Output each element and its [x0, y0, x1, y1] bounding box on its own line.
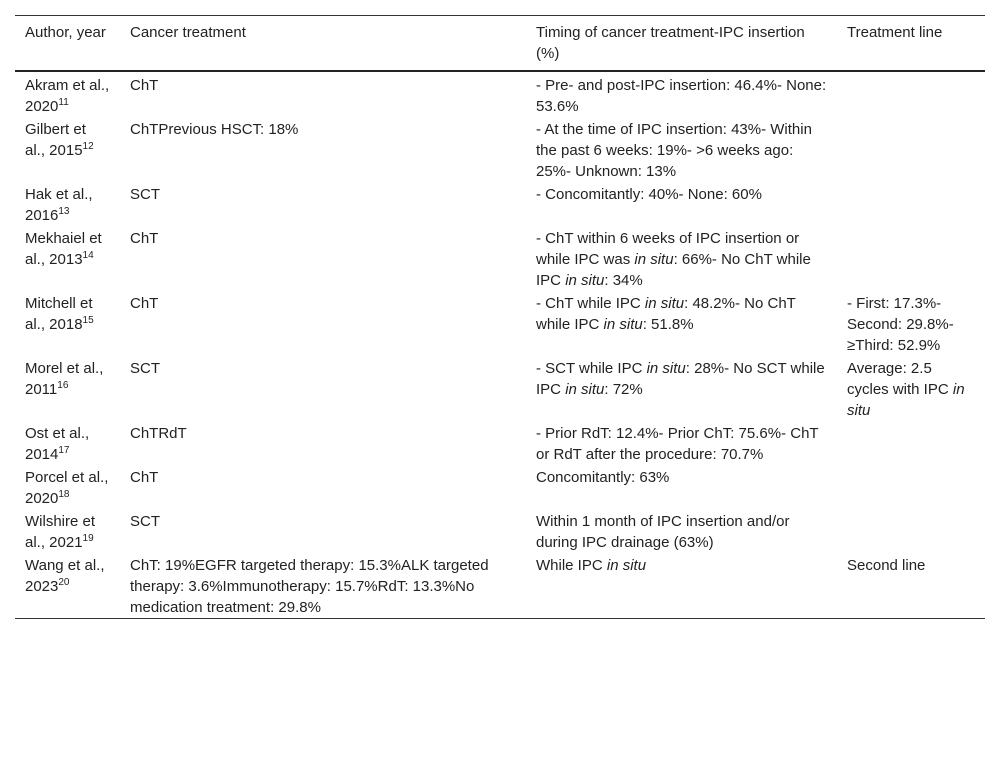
cell-text: : 28%- No SCT while IPC [536, 360, 825, 398]
author-text: Ost et al., 2014 [25, 425, 90, 463]
italic-text: in situ [565, 272, 605, 289]
table-row [15, 509, 985, 553]
cell-cancer-treatment [120, 509, 526, 553]
header-treatment-line: Treatment line [847, 24, 943, 41]
cell-text: While IPC [536, 557, 607, 574]
reference-number: 17 [58, 445, 70, 456]
table-row [15, 465, 985, 509]
author-text: Mitchell et al., 2018 [25, 295, 93, 333]
reference-number: 20 [58, 577, 70, 588]
cell-treatment-line [837, 553, 985, 619]
reference-number: 18 [58, 489, 70, 500]
cell-cancer-treatment [120, 421, 526, 465]
table-row [15, 182, 985, 226]
cell-author-year [15, 509, 120, 553]
cell-text: : 51.8% [642, 316, 694, 333]
cell-author-year [15, 226, 120, 291]
cell-author-year [15, 465, 120, 509]
cell-timing [526, 421, 837, 465]
cell-text: : 72% [604, 381, 643, 398]
cell-text: ChT [130, 230, 159, 247]
cell-author-year [15, 291, 120, 356]
cell-text: - Pre- and post-IPC insertion: 46.4%- None: 53.6% [536, 77, 827, 115]
cell-treatment-line [837, 226, 985, 291]
header-author-year: Author, year [25, 24, 106, 41]
cell-text: ChT: 19%EGFR targeted therapy: 15.3%ALK targeted therapy: 3.6%Immunotherapy: 15.7%RdT: 13.3%No medication treatment: 29.8% [130, 557, 489, 616]
cell-author-year [15, 553, 120, 619]
table-row [15, 71, 985, 117]
cell-text: SCT [130, 360, 160, 377]
cell-text: Second line [847, 557, 926, 574]
author-text: Gilbert et al., 2015 [25, 121, 86, 159]
cell-text: Within 1 month of IPC insertion and/or during IPC drainage (63%) [536, 513, 790, 551]
cell-timing [526, 509, 837, 553]
reference-number: 14 [82, 250, 94, 261]
author-text: Porcel et al., 2020 [25, 469, 109, 507]
table-row [15, 117, 985, 182]
cell-timing [526, 226, 837, 291]
cell-text: - First: 17.3%- Second: 29.8%- ≥Third: 52.9% [847, 295, 954, 354]
cell-author-year [15, 421, 120, 465]
cell-text: ChT [130, 469, 159, 486]
cell-timing [526, 553, 837, 619]
cell-author-year [15, 117, 120, 182]
cell-treatment-line [837, 182, 985, 226]
reference-number: 16 [57, 380, 69, 391]
cell-text: SCT [130, 513, 160, 530]
cell-text: ChT [130, 77, 159, 94]
italic-text: in situ [847, 381, 965, 419]
cell-text: : 34% [604, 272, 643, 289]
italic-text: in situ [634, 251, 674, 268]
cell-cancer-treatment [120, 71, 526, 117]
cell-text: - ChT within 6 weeks of IPC insertion or while IPC was [536, 230, 800, 268]
cell-treatment-line [837, 465, 985, 509]
italic-text: in situ [565, 381, 605, 398]
author-text: Wang et al., 2023 [25, 557, 105, 595]
table-row [15, 291, 985, 356]
reference-number: 19 [82, 533, 94, 544]
header-cancer-treatment: Cancer treatment [130, 24, 246, 41]
reference-number: 13 [58, 206, 70, 217]
reference-number: 12 [82, 141, 94, 152]
author-text: Akram et al., 2020 [25, 77, 110, 115]
table-row [15, 553, 985, 619]
cell-treatment-line [837, 117, 985, 182]
author-text: Morel et al., 2011 [25, 360, 104, 398]
cell-text: - Prior RdT: 12.4%- Prior ChT: 75.6%- ChT or RdT after the procedure: 70.7% [536, 425, 819, 463]
cell-cancer-treatment [120, 356, 526, 421]
cell-text: ChT [130, 295, 159, 312]
cell-text: : 66%- No ChT while IPC [536, 251, 811, 289]
reference-number: 15 [82, 315, 94, 326]
cell-author-year [15, 356, 120, 421]
table-row [15, 356, 985, 421]
cell-text: ChTRdT [130, 425, 187, 442]
italic-text: in situ [644, 295, 685, 312]
cell-text: SCT [130, 186, 160, 203]
cell-timing [526, 465, 837, 509]
author-text: Mekhaiel et al., 2013 [25, 230, 102, 268]
cell-timing [526, 291, 837, 356]
cell-cancer-treatment [120, 182, 526, 226]
header-row [15, 16, 985, 72]
cell-cancer-treatment [120, 117, 526, 182]
cell-timing [526, 182, 837, 226]
cell-cancer-treatment [120, 465, 526, 509]
table-row [15, 226, 985, 291]
cell-treatment-line [837, 71, 985, 117]
cell-text: - ChT while IPC [536, 295, 645, 312]
italic-text: in situ [603, 316, 643, 333]
cell-text: - At the time of IPC insertion: 43%- Within the past 6 weeks: 19%- >6 weeks ago: 25%- Unknown: 13% [536, 121, 812, 180]
cell-cancer-treatment [120, 553, 526, 619]
cell-text: - Concomitantly: 40%- None: 60% [536, 186, 762, 203]
studies-table [15, 15, 985, 619]
cell-text: - SCT while IPC [536, 360, 647, 377]
cell-text: : 48.2%- No ChT while IPC [536, 295, 796, 333]
cell-text: Concomitantly: 63% [536, 469, 670, 486]
table-row [15, 421, 985, 465]
header-timing: Timing of cancer treatment-IPC insertion (%) [536, 24, 805, 62]
author-text: Wilshire et al., 2021 [25, 513, 96, 551]
reference-number: 11 [58, 97, 69, 108]
cell-text: ChTPrevious HSCT: 18% [130, 121, 299, 138]
cell-cancer-treatment [120, 291, 526, 356]
cell-treatment-line [837, 291, 985, 356]
author-text: Hak et al., 2016 [25, 186, 93, 224]
cell-treatment-line [837, 509, 985, 553]
cell-timing [526, 356, 837, 421]
italic-text: in situ [606, 557, 647, 574]
cell-treatment-line [837, 356, 985, 421]
cell-cancer-treatment [120, 226, 526, 291]
cell-author-year [15, 71, 120, 117]
cell-author-year [15, 182, 120, 226]
cell-treatment-line [837, 421, 985, 465]
italic-text: in situ [646, 360, 686, 377]
cell-timing [526, 71, 837, 117]
cell-timing [526, 117, 837, 182]
cell-text: Average: 2.5 cycles with IPC [847, 360, 953, 398]
